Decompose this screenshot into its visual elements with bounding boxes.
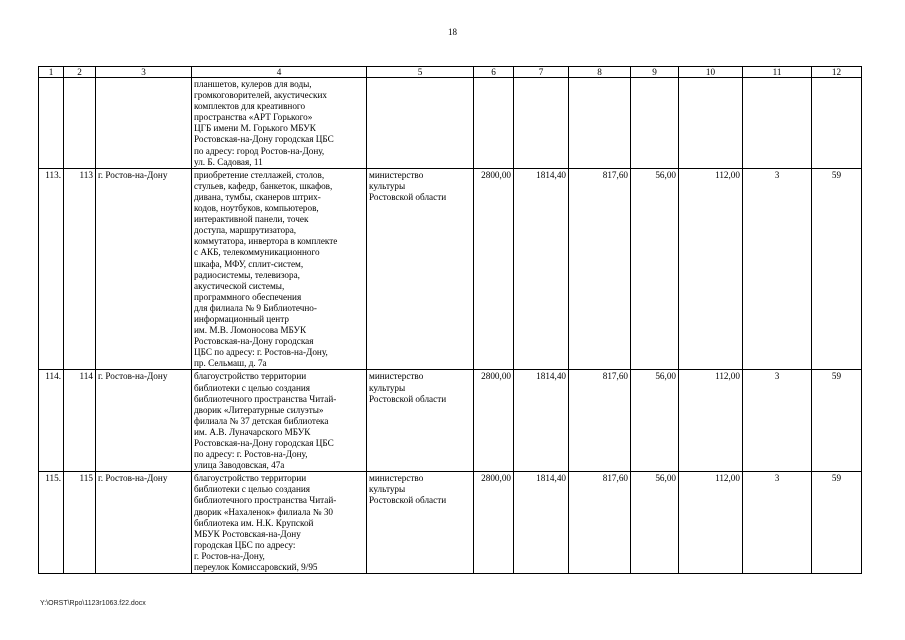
table-row — [39, 168, 862, 370]
ministry-line: культуры — [369, 382, 406, 393]
cell — [812, 78, 862, 169]
value-col7-cell: 1814,40 — [514, 472, 569, 574]
description-line: ул. Б. Садовая, 11 — [194, 156, 263, 167]
value-col6-cell: 2800,00 — [474, 168, 514, 370]
description-line: комплектов для креативного — [194, 101, 306, 112]
description-line: дивана, тумбы, сканеров штрих- — [194, 191, 321, 202]
cell — [367, 78, 474, 169]
description-line: кодов, ноутбуков, компьютеров, — [194, 203, 319, 214]
col-header: 9 — [631, 67, 679, 78]
description-line: ЦГБ имени М. Горького МБУК — [194, 123, 316, 134]
city-cell: г. Ростов-на-Дону — [96, 472, 192, 574]
description-line: коммутатора, инвертора в комплекте — [194, 236, 338, 247]
value-col7-cell: 1814,40 — [514, 168, 569, 370]
city-cell: г. Ростов-на-Дону — [96, 168, 192, 370]
description-line: дворик «Нахаленок» филиала № 30 — [194, 506, 334, 517]
row-id-cell: 115 — [64, 472, 96, 574]
col-header: 6 — [474, 67, 514, 78]
description-line: переулок Комиссаровский, 9/95 — [194, 562, 318, 573]
description-line: дворик «Литературные силуэты» — [194, 404, 324, 415]
cell — [96, 78, 192, 169]
description-line: филиала № 37 детская библиотека — [194, 415, 329, 426]
ministry-line: министерство — [369, 473, 424, 484]
col-header: 10 — [679, 67, 743, 78]
value-col8-cell: 817,60 — [569, 370, 631, 472]
cell — [514, 78, 569, 169]
value-col6-cell: 2800,00 — [474, 472, 514, 574]
cell — [474, 78, 514, 169]
cell — [39, 78, 64, 169]
col-header: 11 — [743, 67, 812, 78]
cell — [569, 78, 631, 169]
description-line: улица Заводовская, 47а — [194, 460, 285, 471]
ministry-line: Ростовской области — [369, 393, 447, 404]
value-col7-cell: 1814,40 — [514, 370, 569, 472]
description-line: пространства «АРТ Горького» — [194, 112, 313, 123]
description-line: громкоговорителей, акустических — [194, 90, 327, 101]
value-col12-cell: 59 — [812, 472, 862, 574]
value-col10-cell: 112,00 — [679, 370, 743, 472]
col-header: 5 — [367, 67, 474, 78]
description-line: стульев, кафедр, банкеток, шкафов, — [194, 180, 333, 191]
value-col6-cell: 2800,00 — [474, 370, 514, 472]
description-line: библиотеки с целью создания — [194, 484, 311, 495]
ministry-line: Ростовской области — [369, 191, 447, 202]
description-line: благоустройство территории — [194, 371, 307, 382]
description-cell — [192, 78, 367, 169]
description-cell — [192, 472, 367, 574]
cell — [631, 78, 679, 169]
value-col9-cell: 56,00 — [631, 168, 679, 370]
description-line: библиотека им. Н.К. Крупской — [194, 517, 314, 528]
value-col8-cell: 817,60 — [569, 472, 631, 574]
description-line: по адресу: город Ростов-на-Дону, — [194, 145, 325, 156]
ministry-line: министерство — [369, 371, 424, 382]
col-header: 1 — [39, 67, 64, 78]
description-line: планшетов, кулеров для воды, — [194, 79, 312, 89]
ministry-line: культуры — [369, 484, 406, 495]
description-line: МБУК Ростовская-на-Дону — [194, 528, 301, 539]
description-line: г. Ростов-на-Дону, — [194, 550, 265, 561]
description-line: им. А.В. Луначарского МБУК — [194, 426, 311, 437]
description-line: информационный центр — [194, 313, 289, 324]
description-line: по адресу: г. Ростов-на-Дону, — [194, 449, 308, 460]
description-line: Ростовская-на-Дону городская ЦБС — [194, 134, 334, 145]
ministry-line: культуры — [369, 180, 406, 191]
cell — [64, 78, 96, 169]
ministry-line: министерство — [369, 169, 424, 180]
value-col10-cell: 112,00 — [679, 168, 743, 370]
value-col9-cell: 56,00 — [631, 370, 679, 472]
col-header: 12 — [812, 67, 862, 78]
value-col8-cell: 817,60 — [569, 168, 631, 370]
row-number-cell: 115. — [39, 472, 64, 574]
ministry-line: Ростовской области — [369, 495, 447, 506]
description-line: приобретение стеллажей, столов, — [194, 169, 325, 180]
col-header: 8 — [569, 67, 631, 78]
description-line: библиотечного пространства Читай- — [194, 495, 337, 506]
description-line: библиотечного пространства Читай- — [194, 393, 337, 404]
cell — [743, 78, 812, 169]
value-col11-cell: 3 — [743, 472, 812, 574]
ministry-cell — [367, 168, 474, 370]
continuation-row — [39, 78, 862, 169]
cell — [679, 78, 743, 169]
col-header: 2 — [64, 67, 96, 78]
description-line: для филиала № 9 Библиотечно- — [194, 302, 317, 313]
value-col11-cell: 3 — [743, 370, 812, 472]
description-line: с АКБ, телекоммуникационного — [194, 247, 320, 258]
value-col12-cell: 59 — [812, 168, 862, 370]
table-row — [39, 472, 862, 574]
row-number-cell: 113. — [39, 168, 64, 370]
description-cell — [192, 168, 367, 370]
ministry-cell — [367, 472, 474, 574]
row-number-cell: 114. — [39, 370, 64, 472]
description-line: акустической системы, — [194, 280, 285, 291]
value-col10-cell: 112,00 — [679, 472, 743, 574]
description-line: им. М.В. Ломоносова МБУК — [194, 325, 307, 336]
document-file-path: Y:\ORST\Rpo\1123r1063.f22.docx — [40, 600, 146, 607]
description-line: шкафа, МФУ, сплит-систем, — [194, 258, 304, 269]
description-line: городская ЦБС по адресу: — [194, 539, 296, 550]
ministry-cell — [367, 370, 474, 472]
description-cell — [192, 370, 367, 472]
description-line: интерактивной панели, точек — [194, 214, 309, 225]
data-table — [38, 66, 862, 574]
table-row — [39, 370, 862, 472]
row-id-cell: 114 — [64, 370, 96, 472]
description-line: благоустройство территории — [194, 473, 307, 484]
value-col12-cell: 59 — [812, 370, 862, 472]
description-line: Ростовская-на-Дону городская ЦБС — [194, 438, 334, 448]
description-line: библиотеки с целью создания — [194, 382, 311, 393]
value-col9-cell: 56,00 — [631, 472, 679, 574]
column-number-header-row — [39, 67, 862, 78]
col-header: 3 — [96, 67, 192, 78]
row-id-cell: 113 — [64, 168, 96, 370]
col-header: 4 — [192, 67, 367, 78]
description-line: пр. Сельмаш, д. 7а — [194, 358, 267, 369]
description-line: радиосистемы, телевизора, — [194, 269, 300, 280]
description-line: Ростовская-на-Дону городская — [194, 336, 314, 347]
description-line: ЦБС по адресу: г. Ростов-на-Дону, — [194, 347, 328, 358]
value-col11-cell: 3 — [743, 168, 812, 370]
description-line: доступа, маршрутизатора, — [194, 225, 297, 236]
page-number: 18 — [448, 27, 457, 37]
col-header: 7 — [514, 67, 569, 78]
city-cell: г. Ростов-на-Дону — [96, 370, 192, 472]
description-line: программного обеспечения — [194, 291, 302, 302]
